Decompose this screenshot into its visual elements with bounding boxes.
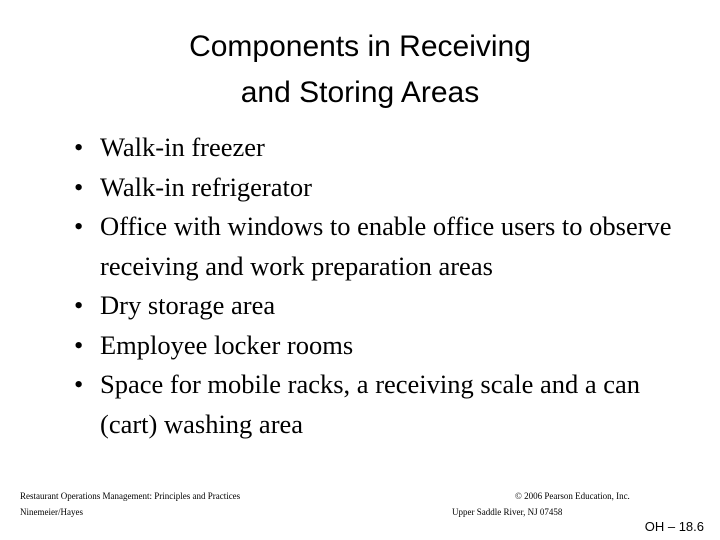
bullet-text: Walk-in freezer	[100, 132, 265, 162]
bullet-item	[74, 207, 704, 286]
bullet-text: Walk-in refrigerator	[100, 171, 312, 202]
bullet-dot: •	[74, 132, 84, 162]
bullet-dot: •	[74, 171, 84, 202]
bullet-text: Dry storage area	[100, 290, 276, 320]
bullet-item	[74, 168, 704, 208]
bullet-dot: •	[74, 211, 84, 241]
bullet-item	[74, 365, 704, 444]
footer-address: Upper Saddle River, NJ 07458	[452, 507, 563, 517]
bullet-item	[74, 128, 704, 168]
footer-authors: Ninemeier/Hayes	[20, 507, 83, 517]
slide-number: OH – 18.6	[644, 519, 704, 534]
footer-book-title: Restaurant Operations Management: Principles and Practices	[20, 491, 241, 501]
footer-copyright: © 2006 Pearson Education, Inc.	[515, 491, 630, 501]
bullet-text: Space for mobile racks, a receiving scale and a can (cart) washing area	[100, 369, 641, 439]
slide-title-line-1: Components in Receiving	[189, 30, 531, 63]
bullet-text: Employee locker rooms	[100, 329, 354, 360]
bullet-list	[74, 128, 704, 444]
bullet-item	[74, 326, 704, 366]
bullet-text: Office with windows to enable office users to observe receiving and work preparation areas	[100, 211, 672, 281]
bullet-item	[74, 286, 704, 326]
slide-title	[60, 24, 660, 116]
bullet-dot: •	[74, 329, 84, 360]
bullet-dot: •	[74, 369, 84, 399]
slide-title-line-2: and Storing Areas	[240, 76, 480, 109]
bullet-dot: •	[74, 290, 84, 320]
